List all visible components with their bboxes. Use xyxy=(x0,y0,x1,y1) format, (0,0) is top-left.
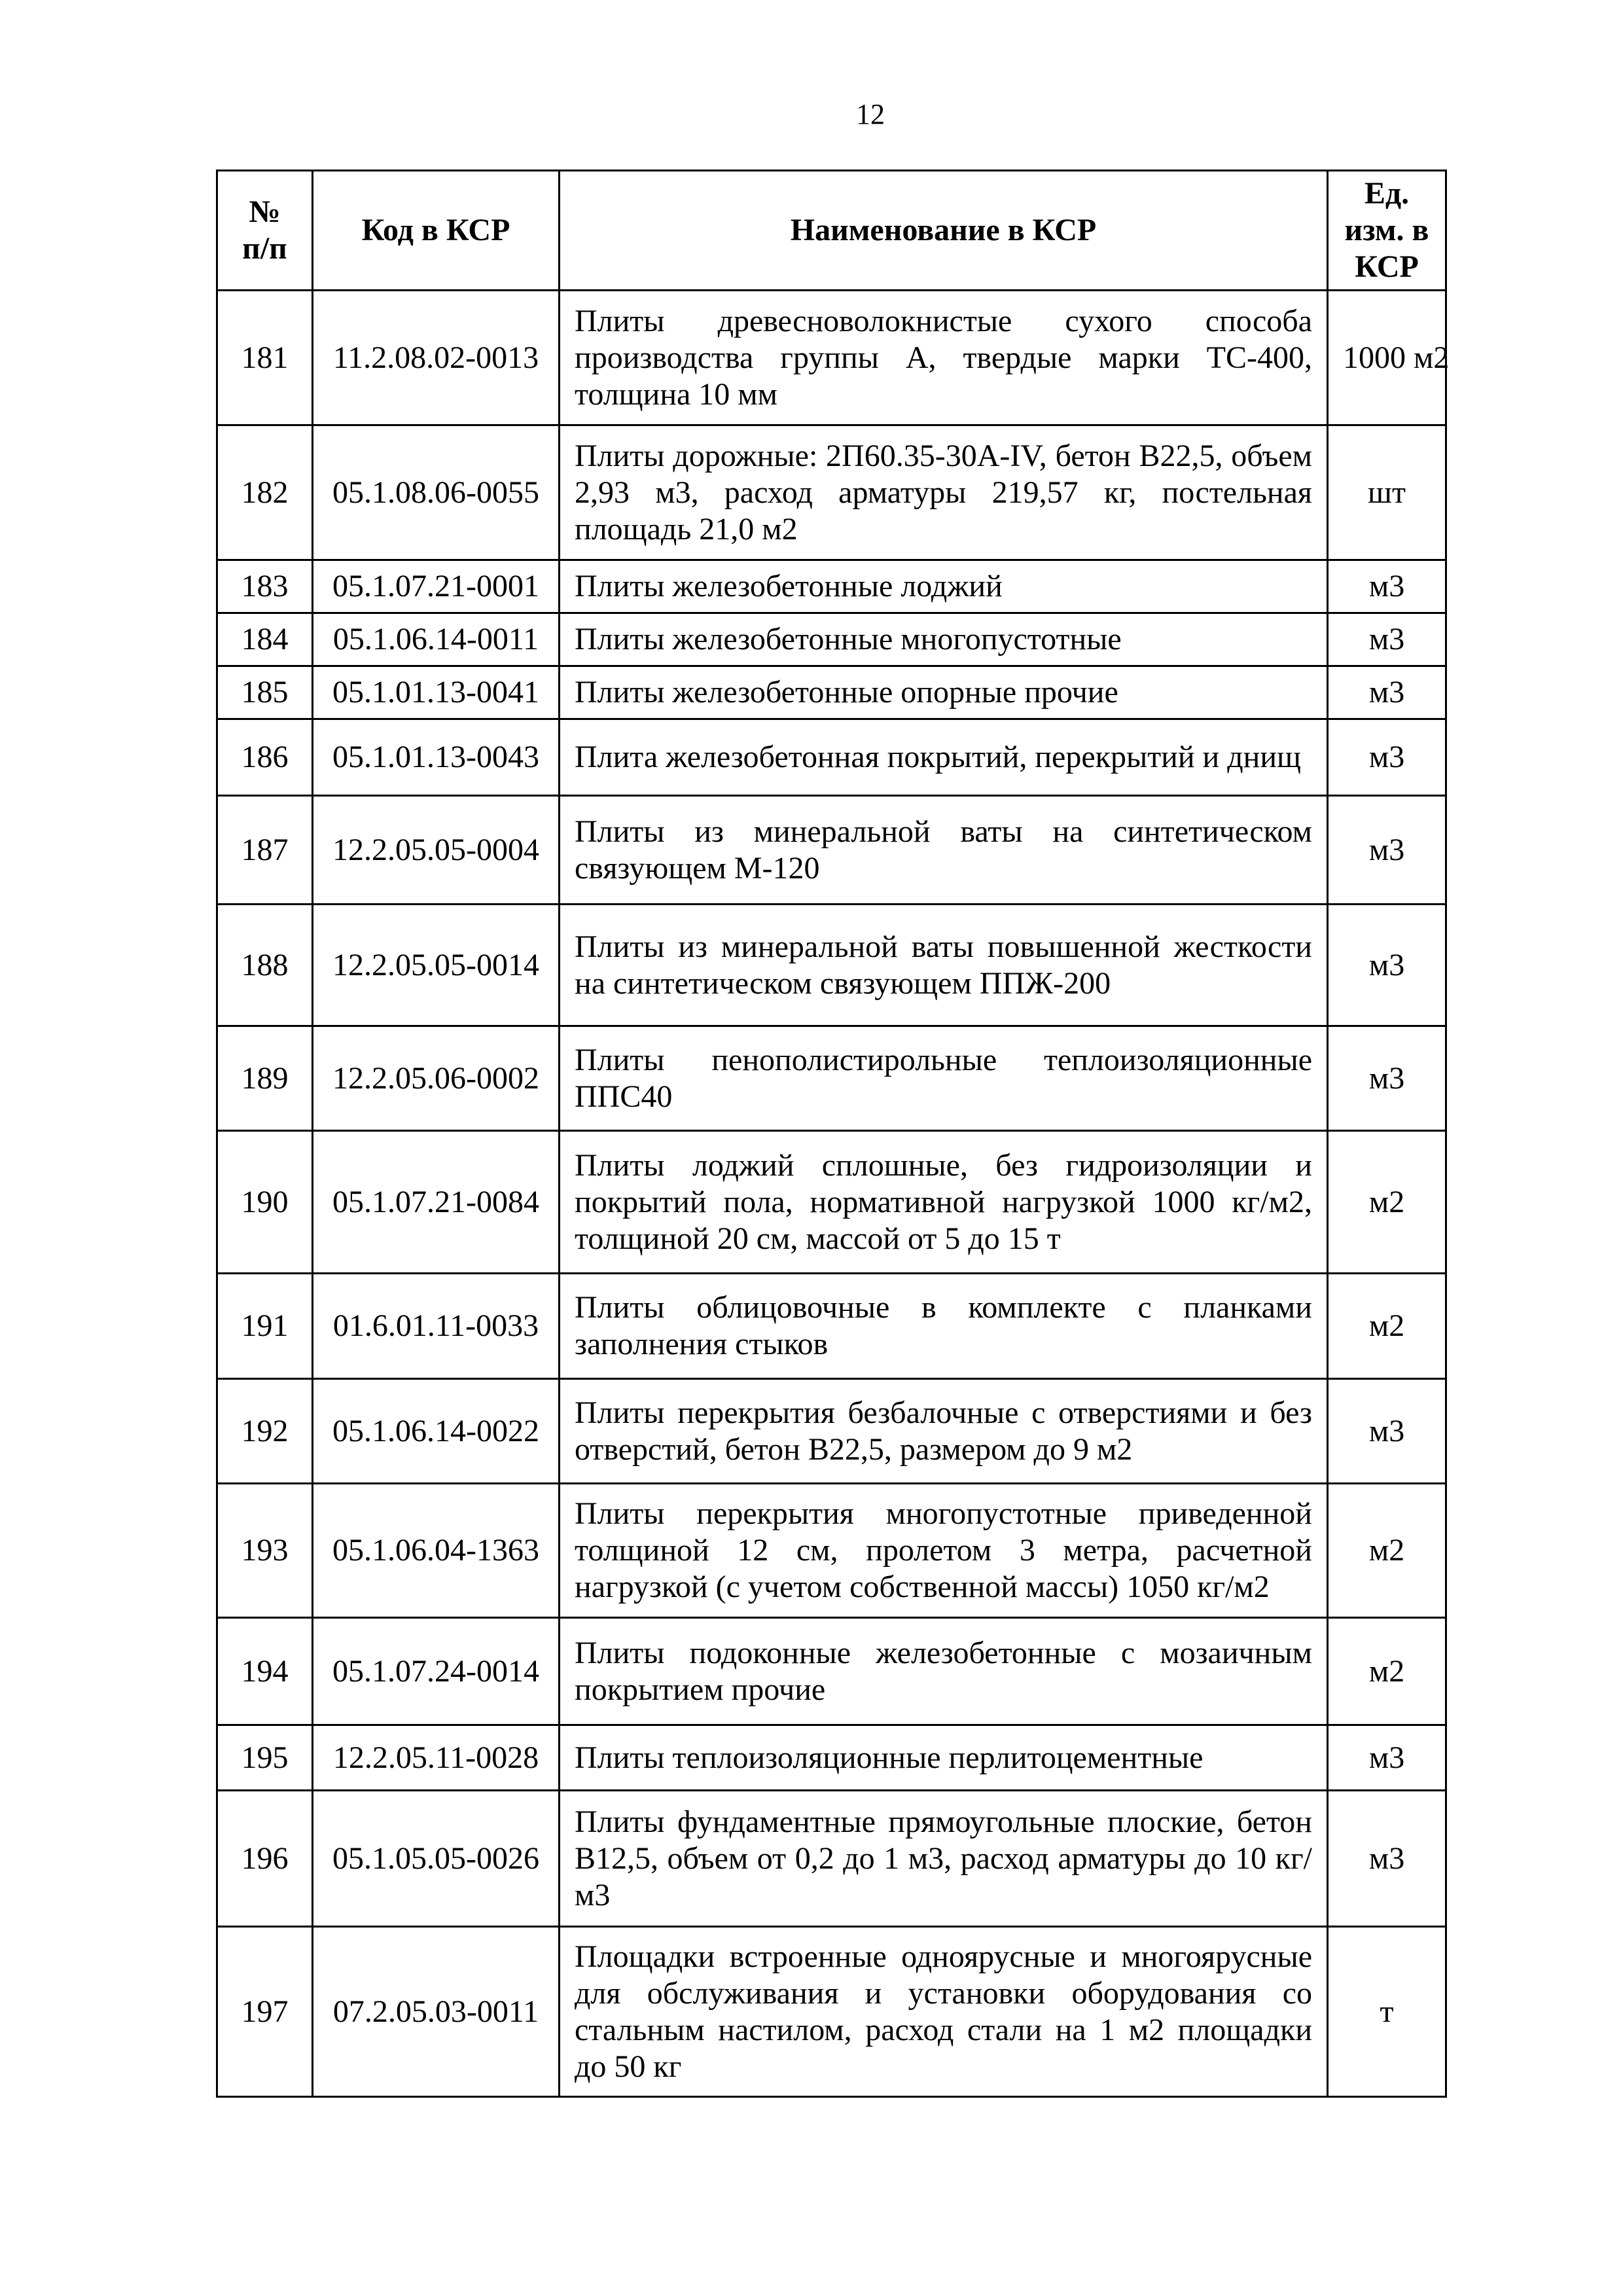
row-unit: м2 xyxy=(1328,1274,1446,1379)
row-name: Плиты железобетонные многопустотные xyxy=(560,613,1328,666)
row-unit: м3 xyxy=(1328,796,1446,905)
row-num: 189 xyxy=(217,1026,313,1131)
row-num: 181 xyxy=(217,291,313,425)
row-name: Плиты древесноволокнистые сухого способа производства группы А, твердые марки ТС-400, толщина 10 мм xyxy=(560,291,1328,425)
row-name: Плиты из минеральной ваты повышенной жесткости на синтетическом связующем ППЖ-200 xyxy=(560,905,1328,1026)
table-row xyxy=(217,613,1446,666)
table-row xyxy=(217,1131,1446,1274)
row-code: 11.2.08.02-0013 xyxy=(313,291,560,425)
row-name: Плиты фундаментные прямоугольные плоские, бетон В12,5, объем от 0,2 до 1 м3, расход арматуры до 10 кг/м3 xyxy=(560,1791,1328,1927)
table-row xyxy=(217,666,1446,719)
table-row xyxy=(217,1618,1446,1725)
row-name: Плиты теплоизоляционные перлитоцементные xyxy=(560,1725,1328,1791)
row-num: 193 xyxy=(217,1484,313,1618)
row-unit: м3 xyxy=(1328,719,1446,796)
row-num: 191 xyxy=(217,1274,313,1379)
table-row xyxy=(217,291,1446,425)
row-num: 182 xyxy=(217,425,313,560)
table-row xyxy=(217,1274,1446,1379)
row-code: 07.2.05.03-0011 xyxy=(313,1927,560,2097)
row-name: Плиты дорожные: 2П60.35-30А-IV, бетон В22,5, объем 2,93 м3, расход арматуры 219,57 кг, постельная площадь 21,0 м2 xyxy=(560,425,1328,560)
row-num: 194 xyxy=(217,1618,313,1725)
row-unit: м2 xyxy=(1328,1484,1446,1618)
row-unit: т xyxy=(1328,1927,1446,2097)
table-row xyxy=(217,1484,1446,1618)
table-row xyxy=(217,1026,1446,1131)
table-row xyxy=(217,560,1446,613)
row-unit: 1000 м2 xyxy=(1328,291,1446,425)
table-row xyxy=(217,1927,1446,2097)
row-code: 12.2.05.11-0028 xyxy=(313,1725,560,1791)
row-unit: м3 xyxy=(1328,613,1446,666)
row-name: Плиты подоконные железобетонные с мозаичным покрытием прочие xyxy=(560,1618,1328,1725)
row-unit: м3 xyxy=(1328,1791,1446,1927)
row-num: 183 xyxy=(217,560,313,613)
row-code: 05.1.01.13-0043 xyxy=(313,719,560,796)
row-code: 05.1.05.05-0026 xyxy=(313,1791,560,1927)
ksr-table xyxy=(216,170,1450,2098)
row-code: 05.1.06.14-0022 xyxy=(313,1379,560,1484)
row-name: Плиты перекрытия безбалочные с отверстиями и без отверстий, бетон В22,5, размером до 9 м2 xyxy=(560,1379,1328,1484)
row-code: 12.2.05.05-0014 xyxy=(313,905,560,1026)
table-row xyxy=(217,719,1446,796)
page-number: 12 xyxy=(856,98,885,130)
header-unit: Ед. изм. в КСР xyxy=(1328,171,1446,291)
header-num: № п/п xyxy=(217,171,313,291)
row-num: 187 xyxy=(217,796,313,905)
row-code: 05.1.07.21-0084 xyxy=(313,1131,560,1274)
row-num: 188 xyxy=(217,905,313,1026)
row-name: Плиты пенополистирольные теплоизоляционные ППС40 xyxy=(560,1026,1328,1131)
row-name: Плиты железобетонные лоджий xyxy=(560,560,1328,613)
row-code: 12.2.05.05-0004 xyxy=(313,796,560,905)
row-num: 186 xyxy=(217,719,313,796)
row-unit: м2 xyxy=(1328,1131,1446,1274)
table-header-row xyxy=(217,171,1446,291)
row-unit: м2 xyxy=(1328,1618,1446,1725)
row-code: 05.1.06.04-1363 xyxy=(313,1484,560,1618)
row-name: Плиты перекрытия многопустотные приведенной толщиной 12 см, пролетом 3 метра, расчетной нагрузкой (с учетом собственной массы) 1050 кг/м2 xyxy=(560,1484,1328,1618)
row-code: 05.1.07.21-0001 xyxy=(313,560,560,613)
row-num: 196 xyxy=(217,1791,313,1927)
row-unit: м3 xyxy=(1328,1725,1446,1791)
row-num: 195 xyxy=(217,1725,313,1791)
row-code: 01.6.01.11-0033 xyxy=(313,1274,560,1379)
row-unit: м3 xyxy=(1328,560,1446,613)
row-name: Площадки встроенные одноярусные и многоярусные для обслуживания и установки оборудования со стальным настилом, расход стали на 1 м2 площадки до 50 кг xyxy=(560,1927,1328,2097)
row-code: 05.1.06.14-0011 xyxy=(313,613,560,666)
table-row xyxy=(217,796,1446,905)
row-code: 05.1.01.13-0041 xyxy=(313,666,560,719)
row-code: 05.1.07.24-0014 xyxy=(313,1618,560,1725)
table-row xyxy=(217,425,1446,560)
header-code: Код в КСР xyxy=(313,171,560,291)
header-name: Наименование в КСР xyxy=(560,171,1328,291)
table-row xyxy=(217,1791,1446,1927)
row-unit: м3 xyxy=(1328,905,1446,1026)
row-unit: м3 xyxy=(1328,666,1446,719)
table-row xyxy=(217,905,1446,1026)
row-name: Плиты лоджий сплошные, без гидроизоляции и покрытий пола, нормативной нагрузкой 1000 кг/м2, толщиной 20 см, массой от 5 до 15 т xyxy=(560,1131,1328,1274)
row-num: 184 xyxy=(217,613,313,666)
row-num: 190 xyxy=(217,1131,313,1274)
row-num: 197 xyxy=(217,1927,313,2097)
table-row xyxy=(217,1725,1446,1791)
row-unit: м3 xyxy=(1328,1026,1446,1131)
row-unit: шт xyxy=(1328,425,1446,560)
row-code: 12.2.05.06-0002 xyxy=(313,1026,560,1131)
row-name: Плиты железобетонные опорные прочие xyxy=(560,666,1328,719)
row-code: 05.1.08.06-0055 xyxy=(313,425,560,560)
row-name: Плиты облицовочные в комплекте с планками заполнения стыков xyxy=(560,1274,1328,1379)
row-num: 185 xyxy=(217,666,313,719)
row-name: Плита железобетонная покрытий, перекрытий и днищ xyxy=(560,719,1328,796)
table-row xyxy=(217,1379,1446,1484)
row-num: 192 xyxy=(217,1379,313,1484)
row-name: Плиты из минеральной ваты на синтетическом связующем М-120 xyxy=(560,796,1328,905)
row-unit: м3 xyxy=(1328,1379,1446,1484)
